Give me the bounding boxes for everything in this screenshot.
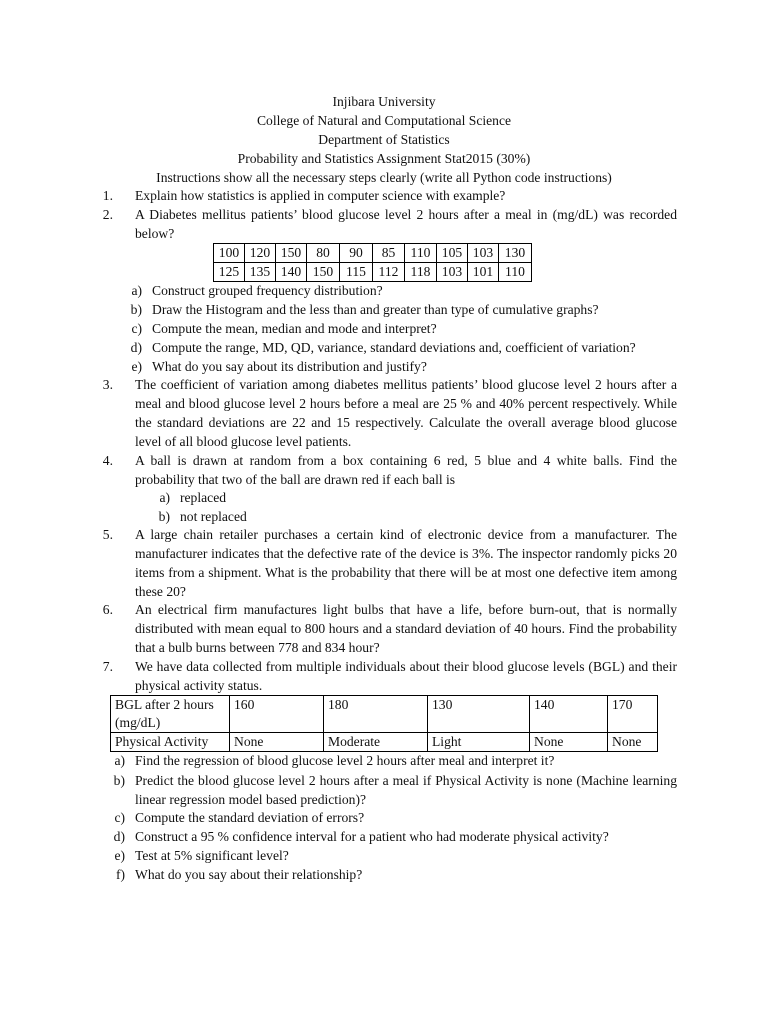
question-7-part-label: c)	[114, 810, 125, 825]
table-cell: 101	[468, 263, 499, 282]
table-row-header: Physical Activity	[111, 733, 230, 752]
question-7-part-text: Predict the blood glucose level 2 hours after a meal if Physical Activity is none (Machine learning linear regression model based prediction)?	[135, 773, 677, 807]
table-cell: 125	[214, 263, 245, 282]
question-2-part-label: a)	[131, 283, 142, 298]
question-7-text: We have data collected from multiple individuals about their blood glucose levels (BGL) and their physical activity status.	[135, 659, 677, 693]
question-7-part-label: e)	[114, 848, 125, 863]
question-5-number: 5.	[102, 527, 113, 542]
table-cell: 85	[373, 244, 405, 263]
department-name: Department of Statistics	[318, 132, 450, 147]
question-2-number: 2.	[102, 207, 113, 222]
table-row	[214, 244, 532, 263]
table-cell: 80	[307, 244, 340, 263]
question-2-text: A Diabetes mellitus patients’ blood glucose level 2 hours after a meal in (mg/dL) was recorded below?	[135, 207, 677, 241]
question-7-part-text: What do you say about their relationship?	[135, 867, 363, 882]
question-7-part-text: Compute the standard deviation of errors?	[135, 810, 365, 825]
question-4-part-label: b)	[158, 509, 170, 524]
table-row	[214, 263, 532, 282]
table-cell: 112	[373, 263, 405, 282]
question-2-part-label: d)	[130, 340, 142, 355]
question-2-part-text: What do you say about its distribution and justify?	[152, 359, 427, 374]
table-cell: 103	[437, 263, 468, 282]
question-2-part-text: Construct grouped frequency distribution?	[152, 283, 383, 298]
table-cell: 120	[245, 244, 276, 263]
table-row	[111, 696, 658, 733]
table-cell: 115	[340, 263, 373, 282]
question-4-text: A ball is drawn at random from a box containing 6 red, 5 blue and 4 white balls. Find the probability that two of the ball are drawn red if each ball is	[135, 453, 677, 487]
table-cell: 170	[608, 696, 658, 733]
table-cell: 130	[428, 696, 530, 733]
table-cell: Light	[428, 733, 530, 752]
table-cell: 110	[405, 244, 437, 263]
course-title: Probability and Statistics Assignment Stat2015 (30%)	[237, 151, 531, 166]
question-6-number: 6.	[102, 602, 113, 617]
question-2-part-text: Draw the Histogram and the less than and greater than type of cumulative graphs?	[152, 302, 599, 317]
table-cell: 140	[530, 696, 608, 733]
table-cell: 118	[405, 263, 437, 282]
question-4-part-text: replaced	[180, 490, 227, 505]
question-7-part-label: f)	[115, 867, 125, 882]
question-2-part-label: b)	[130, 302, 142, 317]
table-cell: 90	[340, 244, 373, 263]
table-cell: Moderate	[324, 733, 428, 752]
college-name: College of Natural and Computational Science	[256, 113, 512, 128]
question-7-part-label: a)	[114, 753, 125, 768]
table-cell: 100	[214, 244, 245, 263]
table-cell: 150	[307, 263, 340, 282]
question-1-text: Explain how statistics is applied in computer science with example?	[135, 188, 506, 203]
table-cell: 135	[245, 263, 276, 282]
table-cell: None	[530, 733, 608, 752]
table-cell: 180	[324, 696, 428, 733]
table-cell: 140	[276, 263, 307, 282]
question-4-number: 4.	[102, 453, 113, 468]
question-2-part-text: Compute the mean, median and mode and interpret?	[152, 321, 437, 336]
question-7-part-text: Construct a 95 % confidence interval for a patient who had moderate physical activity?	[135, 829, 609, 844]
table-cell: 103	[468, 244, 499, 263]
table-cell: 105	[437, 244, 468, 263]
instructions: Instructions show all the necessary steps clearly (write all Python code instructions)	[156, 170, 612, 185]
question-4-part-label: a)	[159, 490, 170, 505]
question-1-number: 1.	[102, 188, 113, 203]
table-cell: None	[608, 733, 658, 752]
question-7-part-label: b)	[113, 773, 125, 788]
table-cell: 110	[499, 263, 532, 282]
table-row	[111, 733, 658, 752]
table-cell: 160	[230, 696, 324, 733]
table-cell: 130	[499, 244, 532, 263]
question-7-part-label: d)	[113, 829, 125, 844]
question-7-number: 7.	[102, 659, 113, 674]
question-7-part-text: Find the regression of blood glucose level 2 hours after meal and interpret it?	[135, 753, 555, 768]
activity-data-table	[110, 695, 658, 752]
table-cell: None	[230, 733, 324, 752]
university-name: Injibara University	[332, 94, 436, 109]
question-7-part-text: Test at 5% significant level?	[135, 848, 289, 863]
question-4-part-text: not replaced	[180, 509, 247, 524]
glucose-data-table	[213, 243, 532, 282]
question-2-part-label: e)	[131, 359, 142, 374]
question-3-number: 3.	[102, 377, 113, 392]
question-6-text: An electrical firm manufactures light bulbs that have a life, before burn-out, that is normally distributed with mean equal to 800 hours and a standard deviation of 40 hours. Find the probability that a bulb burns between 778 and 834 hour?	[135, 602, 677, 655]
table-cell: 150	[276, 244, 307, 263]
table-row-header: BGL after 2 hours (mg/dL)	[111, 696, 230, 733]
question-3-text: The coefficient of variation among diabetes mellitus patients’ blood glucose level 2 hours after a meal and blood glucose level 2 hours before a meal are 25 % and 40% percent respectively. While the standard deviations are 22 and 15 respectively. Calculate the overall average blood glucose level of all blood glucose level patients.	[135, 377, 677, 449]
question-5-text: A large chain retailer purchases a certain kind of electronic device from a manufacturer. The manufacturer indicates that the defective rate of the device is 3%. The inspector randomly picks 20 items from a shipment. What is the probability that there will be at most one defective item among these 20?	[135, 527, 677, 599]
question-2-part-label: c)	[131, 321, 142, 336]
question-2-part-text: Compute the range, MD, QD, variance, standard deviations and, coefficient of variation?	[152, 340, 636, 355]
